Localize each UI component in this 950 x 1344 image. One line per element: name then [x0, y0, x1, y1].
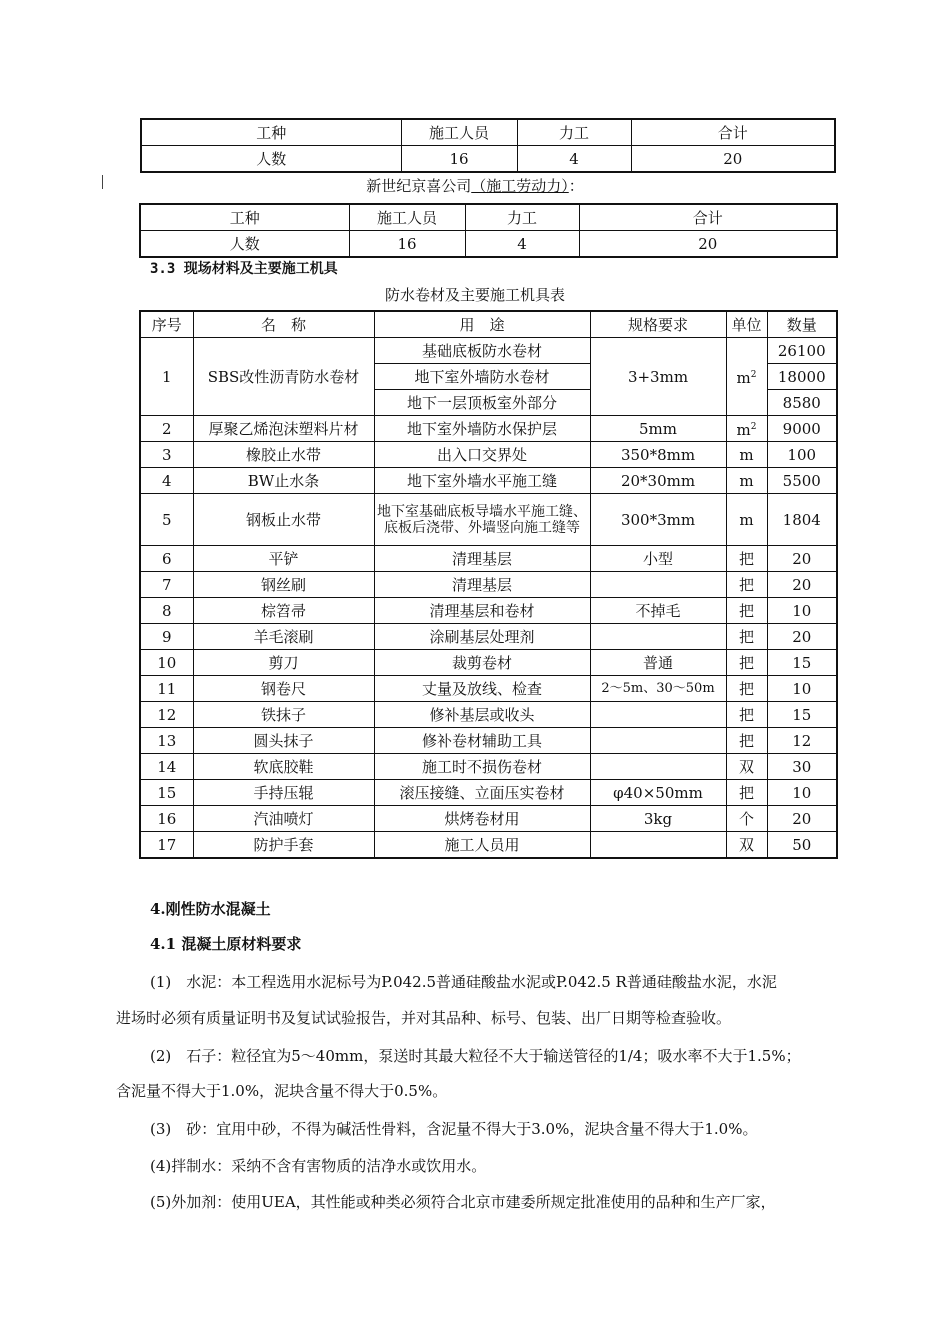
table-cell: 把 [726, 546, 767, 572]
table-cell: 力工 [465, 204, 579, 231]
table-cell: 施工时不损伤卷材 [374, 754, 590, 780]
table-cell: 13 [140, 728, 193, 754]
paragraph-cement-line1: (1) 水泥：本工程选用水泥标号为P.042.5普通硅酸盐水泥或P.042.5 R普通硅酸盐水泥，水泥 [150, 973, 777, 991]
table-cell: 合计 [631, 119, 835, 146]
table-cell: 2 [140, 416, 193, 442]
table-cell: 把 [726, 676, 767, 702]
table-cell: 小型 [590, 546, 726, 572]
table-row [141, 146, 835, 173]
table-cell: 软底胶鞋 [193, 754, 374, 780]
table-cell: 10 [767, 676, 837, 702]
table-cell: 14 [140, 754, 193, 780]
table-cell: 棕笤帚 [193, 598, 374, 624]
paragraph-water: (4)拌制水：采纳不含有害物质的洁净水或饮用水。 [150, 1157, 487, 1175]
table-cell: 18000 [767, 364, 837, 390]
table-cell: 8580 [767, 390, 837, 416]
paragraph-aggregate-line2: 含泥量不得大于1.0%，泥块含量不得大于0.5%。 [116, 1082, 448, 1100]
table-cell: 20 [767, 806, 837, 832]
table-cell: 100 [767, 442, 837, 468]
table-cell: 8 [140, 598, 193, 624]
table-cell: 地下室外墙防水卷材 [374, 364, 590, 390]
table-cell: 清理基层和卷材 [374, 598, 590, 624]
table-cell: m [726, 442, 767, 468]
table-cell: 普通 [590, 650, 726, 676]
table-cell: 300*3mm [590, 494, 726, 546]
table-cell: 橡胶止水带 [193, 442, 374, 468]
unit-superscript: 2 [750, 422, 757, 432]
table-cell: 3 [140, 442, 193, 468]
table-cell: 15 [767, 650, 837, 676]
table-row [140, 806, 837, 832]
table-cell: 9000 [767, 416, 837, 442]
table-row [140, 832, 837, 859]
table-cell: 50 [767, 832, 837, 859]
table-cell: 清理基层 [374, 572, 590, 598]
workers-table-2 [139, 203, 838, 258]
table-cell: 修补基层或收头 [374, 702, 590, 728]
table-cell: 圆头抹子 [193, 728, 374, 754]
table-cell: 滚压接缝、立面压实卷材 [374, 780, 590, 806]
table-cell: 铁抹子 [193, 702, 374, 728]
table-cell: 1 [140, 338, 193, 416]
table-cell: 钢卷尺 [193, 676, 374, 702]
table-cell: 20 [767, 572, 837, 598]
table-cell: 用 途 [374, 311, 590, 338]
paragraph-cement-line2: 进场时必须有质量证明书及复试试验报告，并对其品种、标号、包装、出厂日期等检查验收。 [116, 1009, 732, 1027]
table-cell: 把 [726, 572, 767, 598]
table-cell: 施工人员 [349, 204, 465, 231]
table-cell: 厚聚乙烯泡沫塑料片材 [193, 416, 374, 442]
table-cell: 20 [579, 231, 837, 258]
table-cell: 17 [140, 832, 193, 859]
workers-table-1 [140, 118, 836, 173]
table-cell: 20 [767, 624, 837, 650]
table-cell: m [726, 494, 767, 546]
table-row [140, 598, 837, 624]
table-cell: 合计 [579, 204, 837, 231]
table-cell: 工种 [140, 204, 349, 231]
unit-text: m [736, 421, 751, 439]
company-caption-underlined: （施工劳动力） [471, 177, 569, 195]
table-cell: 10 [767, 598, 837, 624]
table-cell: 9 [140, 624, 193, 650]
table-cell [590, 832, 726, 859]
company-caption [0, 175, 950, 196]
table-row [140, 468, 837, 494]
table-cell: 5 [140, 494, 193, 546]
table-header-row [141, 119, 835, 146]
table-cell: 裁剪卷材 [374, 650, 590, 676]
table-cell: 数量 [767, 311, 837, 338]
table-row [140, 754, 837, 780]
table-row [140, 780, 837, 806]
table-cell: 出入口交界处 [374, 442, 590, 468]
table-row [140, 494, 837, 546]
table-cell: 5mm [590, 416, 726, 442]
unit-text: m [736, 369, 751, 387]
table-cell: 地下室外墙水平施工缝 [374, 468, 590, 494]
table-row [140, 442, 837, 468]
company-name: 新世纪京喜公司 [366, 177, 472, 195]
table-cell: 15 [767, 702, 837, 728]
table-cell: 施工人员 [401, 119, 517, 146]
table-row [140, 572, 837, 598]
table-cell [726, 416, 767, 442]
section-heading-4-1: 4.1 混凝土原材料要求 [150, 935, 302, 953]
table-cell: 平铲 [193, 546, 374, 572]
table-row [140, 338, 837, 364]
table-cell: 钢丝刷 [193, 572, 374, 598]
table-cell: 4 [140, 468, 193, 494]
paragraph-admixture: (5)外加剂：使用UEA，其性能或种类必须符合北京市建委所规定批准使用的品种和生产厂家， [150, 1193, 776, 1211]
table-cell: 规格要求 [590, 311, 726, 338]
table-cell: SBS改性沥青防水卷材 [193, 338, 374, 416]
table-row [140, 650, 837, 676]
materials-table [139, 310, 838, 859]
table-cell: 15 [140, 780, 193, 806]
table-row [140, 624, 837, 650]
table-cell: 26100 [767, 338, 837, 364]
table-row [140, 416, 837, 442]
table-cell: 20 [767, 546, 837, 572]
table-cell: 单位 [726, 311, 767, 338]
table-cell: 把 [726, 598, 767, 624]
table-cell: 涂刷基层处理剂 [374, 624, 590, 650]
table-cell: 钢板止水带 [193, 494, 374, 546]
table-cell: 把 [726, 780, 767, 806]
table-cell: 10 [140, 650, 193, 676]
table-cell: 20*30mm [590, 468, 726, 494]
table-cell: 地下一层顶板室外部分 [374, 390, 590, 416]
table-cell: 2～5m、30～50m [590, 676, 726, 702]
table-cell: 16 [349, 231, 465, 258]
table-row [140, 728, 837, 754]
table-cell: 名 称 [193, 311, 374, 338]
table-cell: 30 [767, 754, 837, 780]
table-cell: m [726, 468, 767, 494]
table-cell [590, 754, 726, 780]
section-heading-4: 4.刚性防水混凝土 [150, 900, 271, 918]
table-cell: 不掉毛 [590, 598, 726, 624]
table-cell: 把 [726, 728, 767, 754]
table-cell: 基础底板防水卷材 [374, 338, 590, 364]
table-cell: 个 [726, 806, 767, 832]
table-cell: φ40×50mm [590, 780, 726, 806]
table-cell: 3kg [590, 806, 726, 832]
table-cell: 地下室基础底板导墙水平施工缝、底板后浇带、外墙竖向施工缝等 [374, 494, 590, 546]
table-cell: 10 [767, 780, 837, 806]
table-cell: 6 [140, 546, 193, 572]
table-cell: 地下室外墙防水保护层 [374, 416, 590, 442]
table-cell: 5500 [767, 468, 837, 494]
table-cell: 汽油喷灯 [193, 806, 374, 832]
table-cell: 手持压辊 [193, 780, 374, 806]
materials-table-caption: 防水卷材及主要施工机具表 [384, 286, 565, 304]
table-cell: 双 [726, 832, 767, 859]
table-cell [590, 572, 726, 598]
company-caption-suffix: ： [568, 177, 584, 195]
table-cell: 12 [767, 728, 837, 754]
paragraph-aggregate-line1: (2) 石子：粒径宜为5～40mm，泵送时其最大粒径不大于输送管径的1/4；吸水率不大于1.5%； [150, 1047, 801, 1065]
table-cell: 清理基层 [374, 546, 590, 572]
table-cell: 20 [631, 146, 835, 173]
table-cell: 12 [140, 702, 193, 728]
table-header-row [140, 311, 837, 338]
table-cell: 把 [726, 650, 767, 676]
unit-superscript: 2 [750, 370, 757, 380]
table-cell: 把 [726, 624, 767, 650]
table-cell: 羊毛滚刷 [193, 624, 374, 650]
table-cell: 修补卷材辅助工具 [374, 728, 590, 754]
table-cell: 7 [140, 572, 193, 598]
table-cell: BW止水条 [193, 468, 374, 494]
table-cell: 丈量及放线、检查 [374, 676, 590, 702]
table-cell [590, 624, 726, 650]
table-cell: 工种 [141, 119, 401, 146]
table-cell: 双 [726, 754, 767, 780]
paragraph-sand: (3) 砂：宜用中砂，不得为碱活性骨料，含泥量不得大于3.0%，泥块含量不得大于1.0%。 [150, 1120, 758, 1138]
table-cell: 施工人员用 [374, 832, 590, 859]
table-cell: 序号 [140, 311, 193, 338]
table-cell: 把 [726, 702, 767, 728]
table-cell [590, 728, 726, 754]
table-header-row [140, 204, 837, 231]
table-cell: 人数 [140, 231, 349, 258]
table-cell: 350*8mm [590, 442, 726, 468]
table-row [140, 702, 837, 728]
table-row [140, 546, 837, 572]
table-cell: 烘烤卷材用 [374, 806, 590, 832]
table-cell: 16 [401, 146, 517, 173]
table-cell: 力工 [517, 119, 631, 146]
table-cell: 剪刀 [193, 650, 374, 676]
section-heading-3-3: 3.3 现场材料及主要施工机具 [150, 261, 338, 277]
table-cell: 防护手套 [193, 832, 374, 859]
table-row [140, 231, 837, 258]
table-cell [726, 338, 767, 416]
table-cell: 16 [140, 806, 193, 832]
table-row [140, 676, 837, 702]
table-cell: 11 [140, 676, 193, 702]
table-cell [590, 702, 726, 728]
table-cell: 4 [465, 231, 579, 258]
table-cell: 4 [517, 146, 631, 173]
table-cell: 人数 [141, 146, 401, 173]
table-cell: 1804 [767, 494, 837, 546]
table-cell: 3+3mm [590, 338, 726, 416]
